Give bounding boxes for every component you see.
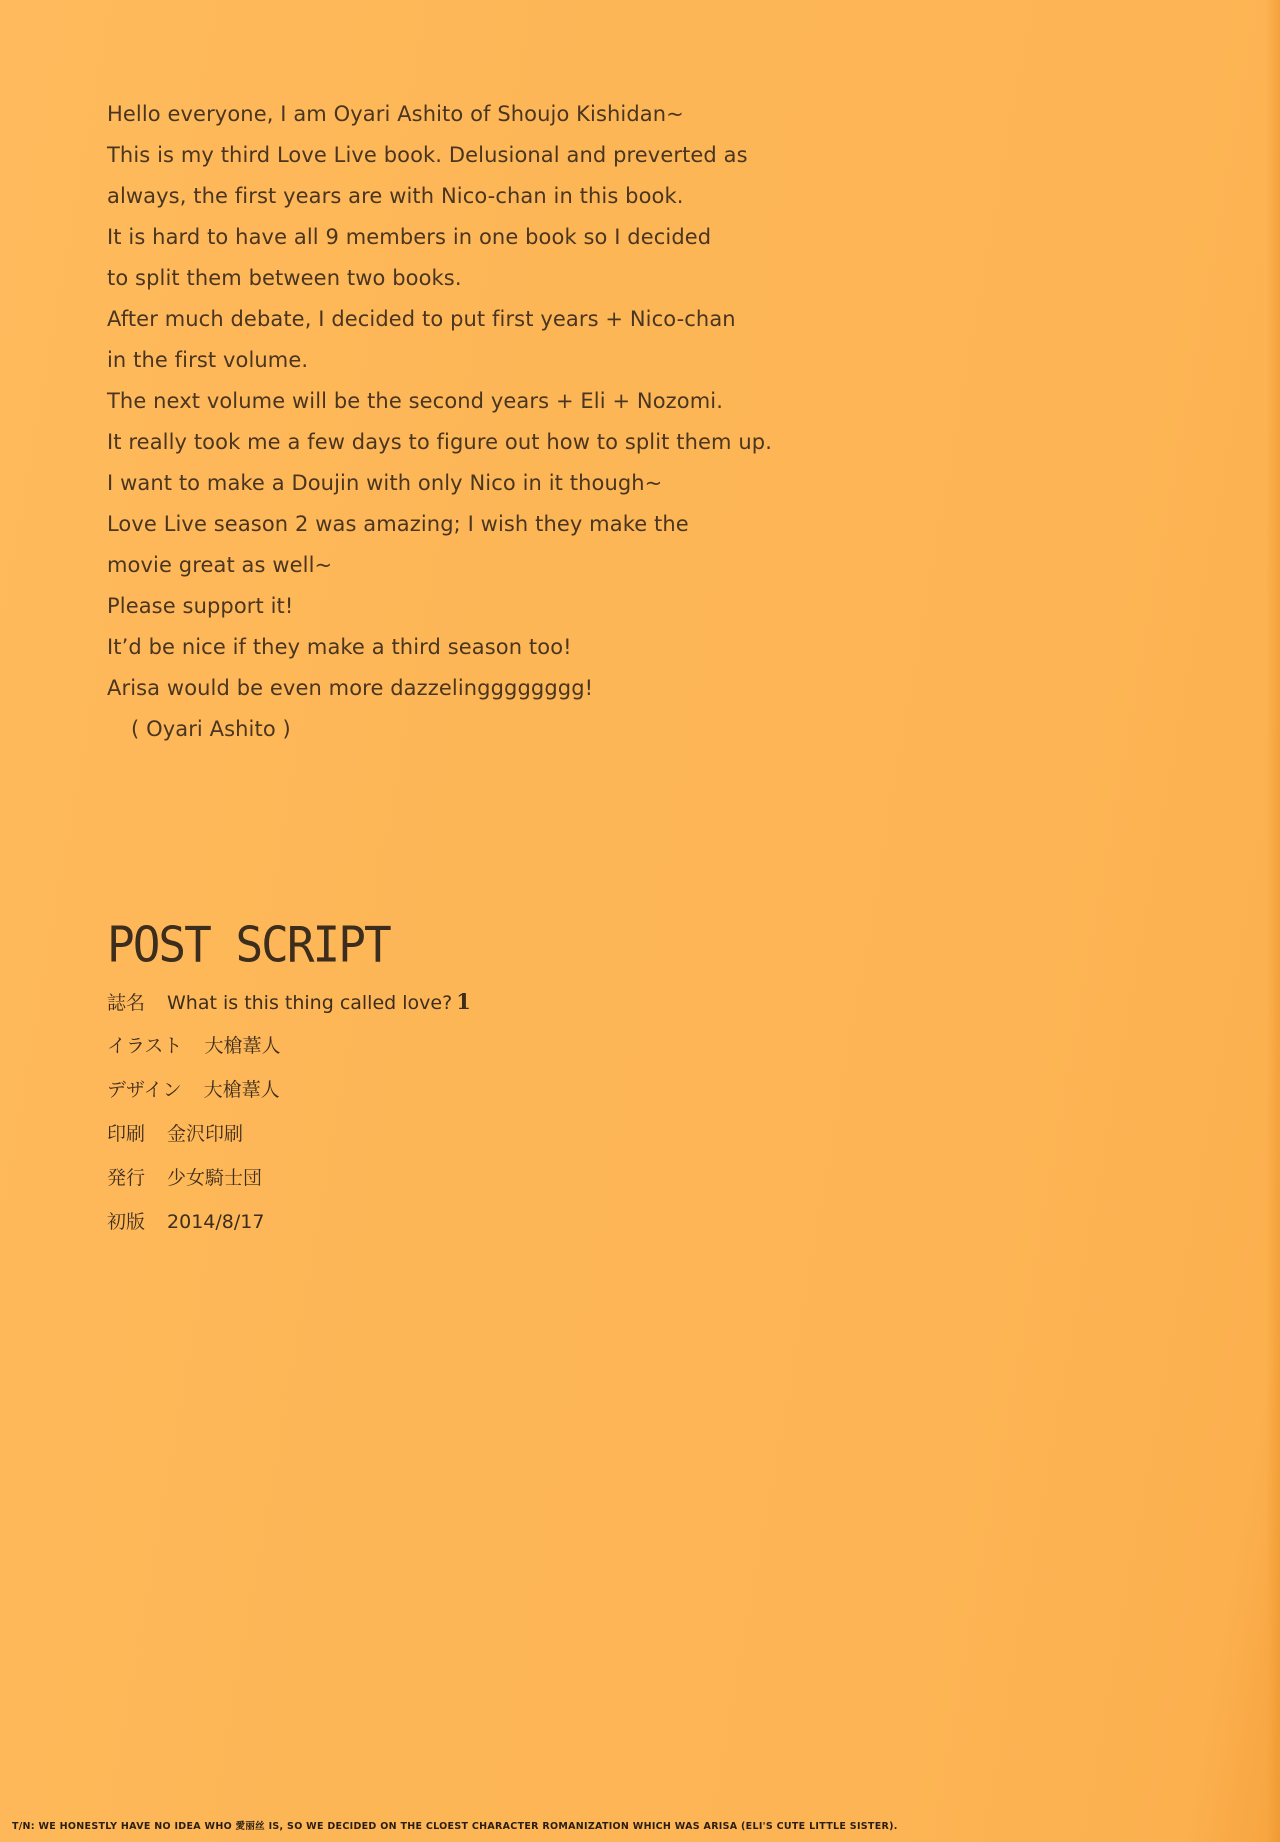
colophon-label: 印刷 bbox=[107, 1123, 146, 1145]
colophon-row-title bbox=[107, 985, 471, 1029]
volume-number: 1 bbox=[456, 989, 471, 1014]
colophon-label: デザイン bbox=[107, 1079, 182, 1101]
afterword-line: I want to make a Doujin with only Nico in it though~ bbox=[107, 471, 663, 495]
afterword-message bbox=[107, 94, 927, 750]
afterword-signature: ( Oyari Ashito ) bbox=[131, 717, 291, 741]
afterword-line: in the first volume. bbox=[107, 348, 309, 372]
afterword-line: It is hard to have all 9 members in one book so I decided bbox=[107, 225, 712, 249]
afterword-line: Arisa would be even more dazzelingggggggg! bbox=[107, 676, 594, 700]
afterword-line: After much debate, I decided to put first years + Nico-chan bbox=[107, 307, 736, 331]
colophon-value: 大槍葦人 bbox=[204, 1035, 281, 1057]
colophon-label: 誌名 bbox=[107, 992, 146, 1014]
afterword-line: to split them between two books. bbox=[107, 266, 462, 290]
colophon-label: イラスト bbox=[107, 1035, 183, 1057]
afterword-line: Hello everyone, I am Oyari Ashito of Shoujo Kishidan~ bbox=[107, 102, 684, 126]
colophon-value: 2014/8/17 bbox=[167, 1211, 265, 1233]
afterword-line: Please support it! bbox=[107, 594, 294, 618]
afterword-line: It’d be nice if they make a third season too! bbox=[107, 635, 572, 659]
colophon-label: 発行 bbox=[107, 1167, 146, 1189]
translator-note: T/N: WE HONESTLY HAVE NO IDEA WHO 愛丽丝 IS, SO WE DECIDED ON THE CLOEST CHARACTER ROMANIZATION WHICH WAS ARISA (ELI'S CUTE LITTLE SISTER). bbox=[12, 1821, 898, 1832]
colophon-row-printing bbox=[107, 1117, 471, 1161]
afterword-line: This is my third Love Live book. Delusional and preverted as bbox=[107, 143, 748, 167]
afterword-line: It really took me a few days to figure out how to split them up. bbox=[107, 430, 772, 454]
colophon-value: What is this thing called love? bbox=[167, 992, 453, 1014]
colophon-row-publisher bbox=[107, 1161, 471, 1205]
colophon-value: 大槍葦人 bbox=[203, 1079, 280, 1101]
colophon-row-design bbox=[107, 1073, 471, 1117]
page-edge-shadow bbox=[1266, 0, 1280, 1842]
colophon-row-first-edition bbox=[107, 1205, 471, 1249]
afterword-line: The next volume will be the second years + Eli + Nozomi. bbox=[107, 389, 724, 413]
colophon-value: 金沢印刷 bbox=[167, 1123, 244, 1145]
afterword-line: always, the first years are with Nico-chan in this book. bbox=[107, 184, 684, 208]
colophon-label: 初版 bbox=[107, 1211, 146, 1233]
postscript-title: POST SCRIPT bbox=[107, 916, 390, 974]
afterword-line: movie great as well~ bbox=[107, 553, 333, 577]
colophon-row-illustration bbox=[107, 1029, 471, 1073]
afterword-line: Love Live season 2 was amazing; I wish they make the bbox=[107, 512, 689, 536]
colophon bbox=[107, 985, 471, 1249]
colophon-value: 少女騎士団 bbox=[167, 1167, 263, 1189]
